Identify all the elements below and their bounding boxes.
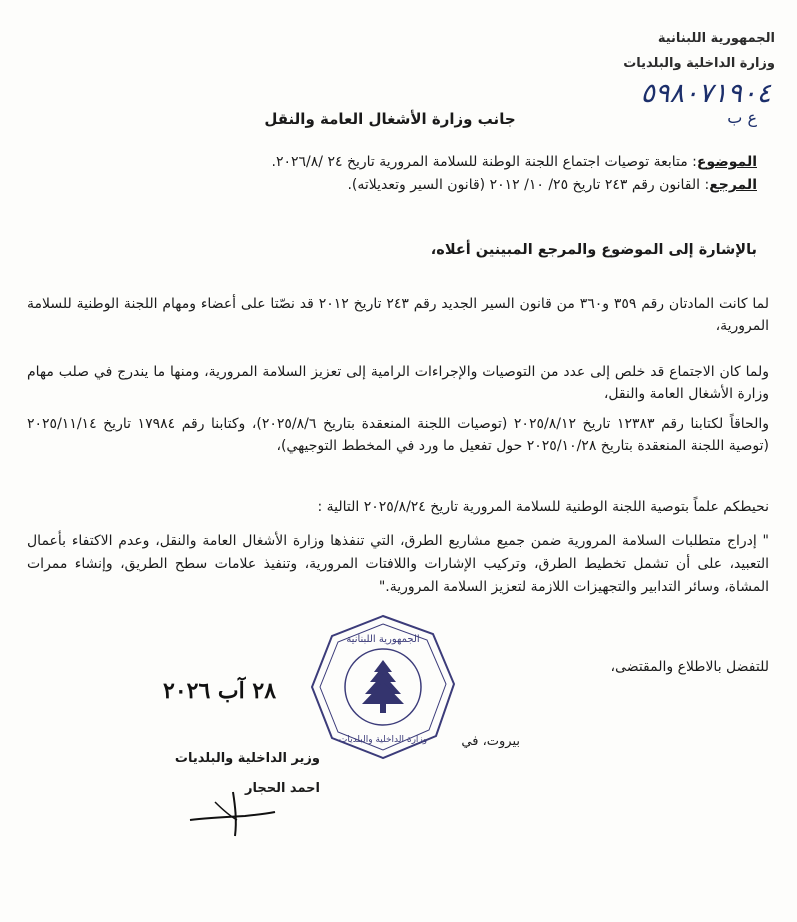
paragraph-previous-letters: والحاقاً لكتابنا رقم ١٢٣٨٣ تاريخ ٢٠٢٥/٨/١٢ (توصيات اللجنة المنعقدة بتاريخ ٢٠٢٥/٨/٦)، وكتابنا رقم ١٧٩٨٤ تاريخ ٢٠٢٥/١١/١٤ (توصية اللجنة المنعقدة بتاريخ ٢٠٢٥/١٠/٢٨ حول تفعيل ما ورد في المخطط التوجيهي)، [27, 416, 769, 454]
signatory-title: وزير الداخلية والبلديات [174, 751, 320, 766]
handwritten-initials: ع ب [727, 108, 757, 127]
handwritten-date: ٢٨ آب ٢٠٢٦ [163, 678, 277, 704]
opening-line: بالإشارة إلى الموضوع والمرجع المبينين أعلاه، [430, 242, 757, 258]
signatory-name: احمد الحجار [244, 781, 320, 796]
stamp-bottom-text: وزارة الداخلية والبلديات [338, 735, 428, 745]
subject-text: : متابعة توصيات اجتماع اللجنة الوطنة للسلامة المرورية تاريخ ٢٤ /٢٠٢٦/٨. [271, 154, 697, 170]
republic-name: الجمهورية اللبنانية [657, 31, 775, 46]
handwritten-registration-number: ٥٩٨٠٧١٩٠٤ [640, 78, 771, 109]
subject-label: الموضوع [696, 154, 757, 170]
place-line: بيروت، في [461, 734, 520, 749]
closing-line: للتفضل بالاطلاع والمقتضى، [610, 659, 769, 675]
subject-line [37, 151, 757, 174]
addressee: جانب وزارة الأشغال العامة والنقل [264, 110, 516, 128]
reference-line [37, 174, 757, 197]
subject-block [37, 151, 757, 197]
stamp-top-text: الجمهورية اللبنانية [346, 634, 420, 645]
letterhead [623, 26, 775, 76]
handwritten-signature [185, 790, 280, 840]
paragraph-meeting: ولما كان الاجتماع قد خلص إلى عدد من التوصيات والإجراءات الرامية إلى تعزيز السلامة المرورية، ومنها ما يندرج في صلب مهام وزارة الأشغال العامة والنقل، [27, 364, 769, 402]
reference-label: المرجع [709, 177, 757, 193]
paragraph-articles: لما كانت المادتان رقم ٣٥٩ و٣٦٠ من قانون السير الجديد رقم ٢٤٣ تاريخ ٢٠١٢ قد نصّتا على أعضاء ومهام اللجنة الوطنية للسلامة المرورية، [27, 296, 769, 334]
ministry-name: وزارة الداخلية والبلديات [623, 56, 775, 71]
paragraph-recommendation-quote: " إدراج متطلبات السلامة المرورية ضمن جميع مشاريع الطرق، التي تنفذها وزارة الأشغال العامة والنقل، وعدم الاكتفاء بأعمال التعبيد، على أن تشمل تخطيط الطرق، وتركيب الإشارات واللافتات المرورية، وتنفيذ علامات سطح الطريق، وإنشاء ممرات المشاة، وسائر التدابير والتجهيزات اللازمة لتعزيز السلامة المرورية." [27, 533, 769, 595]
reference-text: : القانون رقم ٢٤٣ تاريخ ٢٥/ ١٠/ ٢٠١٢ (قانون السير وتعديلاته). [347, 177, 710, 193]
paragraph-notice: نحيطكم علماً بتوصية اللجنة الوطنية للسلامة المرورية تاريخ ٢٠٢٥/٨/٢٤ التالية : [317, 499, 769, 515]
cedar-icon [362, 660, 404, 713]
